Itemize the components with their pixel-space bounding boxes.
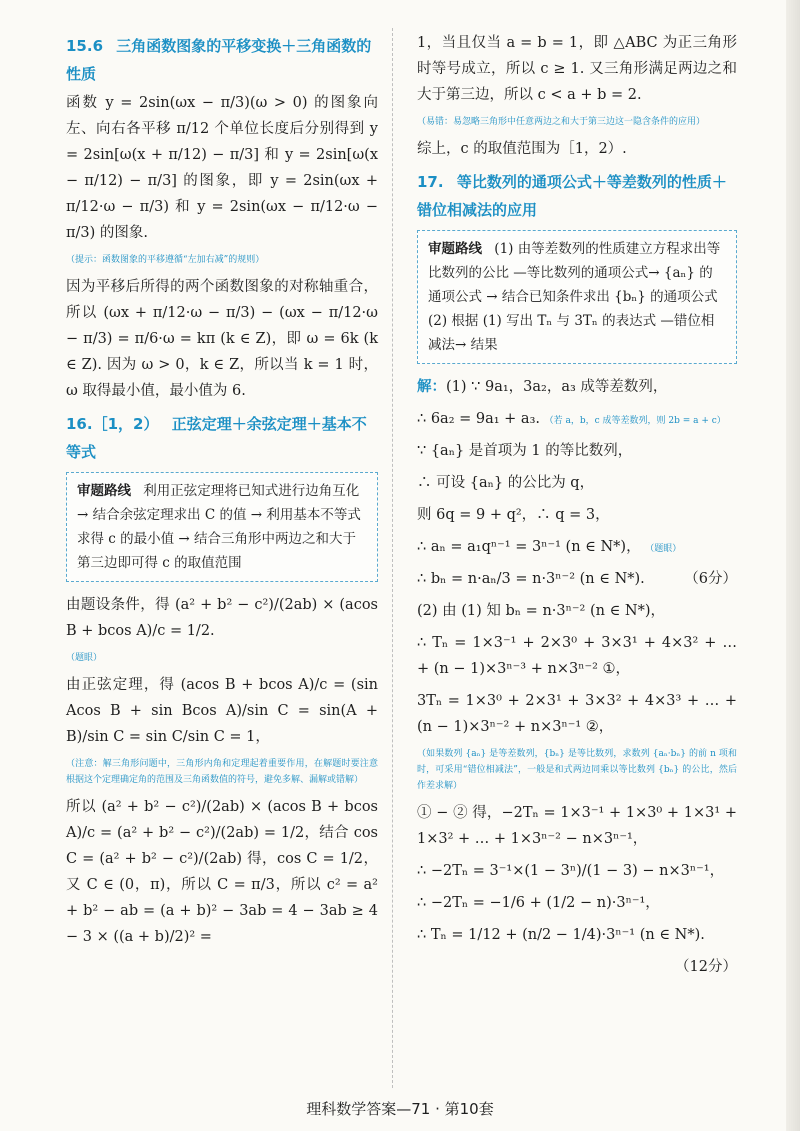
q15-number: 15.6 [66, 37, 104, 55]
q15-note: （提示：函数图象的平移遵循“左加右减”的规则） [66, 255, 265, 265]
q17-part2-line-7: ∴ Tₙ = 1/12 + (n/2 − 1/4)·3ⁿ⁻¹ (n ∈ N*). [417, 927, 705, 943]
page-footer: 理科数学答案—71 · 第10套 [306, 1100, 494, 1118]
q17-title: 等比数列的通项公式＋等差数列的性质＋错位相减法的应用 [417, 173, 727, 219]
score-part2: （12分） [675, 959, 737, 975]
q16-cont-line-2: 综上，c 的取值范围为［1，2）. [417, 141, 627, 157]
page-edge-shadow [786, 0, 800, 1131]
q17-part2-line-2: ∴ Tₙ = 1×3⁻¹ + 2×3⁰ + 3×3¹ + 4×3² + … + (n − 1)×3ⁿ⁻³ + n×3ⁿ⁻² ①， [417, 635, 737, 677]
q17-part1-line-7: ∴ bₙ = n·aₙ/3 = n·3ⁿ⁻² (n ∈ N*). （6分） [417, 566, 737, 592]
q17-part2-line-4: ① − ② 得，−2Tₙ = 1×3⁻¹ + 1×3⁰ + 1×3¹ + 1×3² + … + 1×3ⁿ⁻² − n×3ⁿ⁻¹， [417, 805, 737, 847]
q16-cont-line-1: 1，当且仅当 a = b = 1，即 △ABC 为正三角形时等号成立，所以 c ≥ 1. 又三角形满足两边之和大于第三边，所以 c < a + b = 2. [417, 35, 737, 103]
q17-part1-line-2: ∴ 6a₂ = 9a₁ + a₃. （若 a，b，c 成等差数列，则 2b = a + c） [417, 411, 726, 427]
left-column [66, 30, 378, 956]
q16-cont-note: （易错：易忽略三角形中任意两边之和大于第三边这一隐含条件的应用） [417, 117, 706, 127]
q16-line-1: 由题设条件，得 (a² + b² − c²)/(2ab) × (acos B + bcos A)/c = 1/2. [66, 597, 378, 639]
q17-part1-line-3: ∵ {aₙ} 是首项为 1 的等比数列， [417, 443, 633, 459]
q17-note-eye: （题眼） [645, 544, 682, 554]
q16-line-3: 所以 (a² + b² − c²)/(2ab) × (acos B + bcos A)/c = (a² + b² − c²)/(2ab) = 1/2，结合 cos C = (a² + b² − c²)/(2ab) 得，cos C = 1/2，又 C ∈ (0，π)，所以 C = π/3，所以 c² = a² + b² − ab = (a + b)² − 3ab = 4 − 3ab ≥ 4 − 3 × ((a + b)/2)² = [66, 799, 378, 945]
score-part2-row [417, 954, 737, 980]
q16-note-angle: （注意：解三角形问题中，三角形内角和定理起着重要作用，在解题时要注意根据这个定理确定角的范围及三角函数值的符号，避免多解、漏解或错解） [66, 759, 378, 785]
q17-route-box [417, 230, 737, 364]
q17-part1-line-1: 解：(1) ∵ 9a₁，3a₂，a₃ 成等差数列， [417, 379, 668, 395]
q17-note-arith: （若 a，b，c 成等差数列，则 2b = a + c） [544, 416, 726, 426]
q17-part2-line-5: ∴ −2Tₙ = 3⁻¹×(1 − 3ⁿ)/(1 − 3) − n×3ⁿ⁻¹， [417, 863, 725, 879]
column-divider [392, 28, 393, 1088]
q17-route-step-2: (2) 根据 (1) 写出 Tₙ 与 3Tₙ 的表达式 —错位相减法→ 结果 [428, 313, 715, 353]
q16-route-box [66, 472, 378, 582]
solution-label: 解： [417, 379, 446, 395]
q17-part2-line-6: ∴ −2Tₙ = −1/6 + (1/2 − n)·3ⁿ⁻¹， [417, 895, 660, 911]
q16-line-2: 由正弦定理，得 (acos B + bcos A)/c = (sin Acos B + sin Bcos A)/sin C = sin(A + B)/sin C = sin C/sin C = 1， [66, 677, 378, 745]
q15-title: 三角函数图象的平移变换＋三角函数的性质 [66, 37, 372, 83]
q16-title: 正弦定理＋余弦定理＋基本不等式 [66, 415, 367, 461]
q16-number: 16.［1，2） [66, 415, 159, 433]
q17-part2-line-3: 3Tₙ = 1×3⁰ + 2×3¹ + 3×3² + 4×3³ + … + (n − 1)×3ⁿ⁻² + n×3ⁿ⁻¹ ②， [417, 693, 737, 735]
q16-route-text: 利用正弦定理将已知式进行边角互化 → 结合余弦定理求出 C 的值 → 利用基本不等式求得 c 的最小值 → 结合三角形中两边之和大于第三边即可得 c 的取值范围 [77, 483, 361, 571]
q17-part1-line-4: ∴ 可设 {aₙ} 的公比为 q， [417, 475, 595, 491]
q16-heading [66, 410, 378, 466]
q15-line-2: 因为平移后所得的两个函数图象的对称轴重合，所以 (ωx + π/12·ω − π/3) − (ωx − π/12·ω − π/3) = π/6·ω = kπ (k ∈ Z)，即 ω = 6k (k ∈ Z). 因为 ω > 0，k ∈ Z，所以当 k = 1 时，ω 取得最小值，最小值为 6. [66, 279, 378, 399]
q17-part2-note: （如果数列 {aₙ} 是等差数列，{bₙ} 是等比数列，求数列 {aₙ·bₙ} 的前 n 项和时，可采用“错位相减法”，一般是和式两边同乘以等比数列 {bₙ} 的公比，然后作差求解） [417, 749, 737, 791]
q17-heading [417, 168, 737, 224]
q17-part1-line-6: ∴ aₙ = a₁qⁿ⁻¹ = 3ⁿ⁻¹ (n ∈ N*)， （题眼） [417, 539, 682, 555]
q15-line-1: 函数 y = 2sin(ωx − π/3)(ω > 0) 的图象向左、向右各平移 π/12 个单位长度后分别得到 y = 2sin[ω(x + π/12) − π/3] 和 y = 2sin[ω(x − π/12) − π/3] 的图象，即 y = 2sin(ωx + π/12·ω − π/3) 和 y = 2sin(ωx − π/12·ω − π/3) 的图象. [66, 95, 378, 241]
score-part1: （6分） [684, 571, 737, 587]
q17-part1-line-5: 则 6q = 9 + q²，∴ q = 3， [417, 507, 610, 523]
q17-number: 17. [417, 173, 444, 191]
q16-route-tag: 审题路线 [77, 483, 131, 499]
q17-part2-line-1: (2) 由 (1) 知 bₙ = n·3ⁿ⁻² (n ∈ N*)， [417, 603, 666, 619]
right-column [417, 30, 737, 986]
q16-note-eye: （题眼） [66, 653, 103, 663]
q15-heading [66, 32, 378, 88]
q17-route-tag: 审题路线 [428, 241, 482, 257]
q17-route-step-1: (1) 由等差数列的性质建立方程求出等比数列的公比 —等比数列的通项公式→ {aₙ} 的通项公式 → 结合已知条件求出 {bₙ} 的通项公式 [428, 241, 721, 305]
